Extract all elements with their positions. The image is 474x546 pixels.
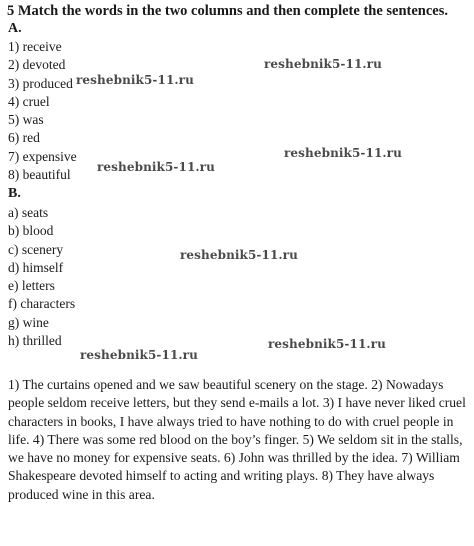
list-item: 2) devoted [8, 57, 66, 73]
list-item: 3) produced [8, 75, 73, 91]
watermark: reshebnik5-11.ru [264, 57, 382, 71]
watermark: reshebnik5-11.ru [268, 337, 386, 351]
watermark: reshebnik5-11.ru [76, 73, 194, 87]
watermark: reshebnik5-11.ru [97, 160, 215, 174]
list-item: d) himself [8, 259, 64, 275]
list-item: c) scenery [8, 241, 64, 257]
list-item: 6) red [8, 130, 40, 146]
list-item: 8) beautiful [8, 167, 71, 183]
list-item: b) blood [8, 223, 54, 239]
section-a-heading: A. [8, 21, 22, 36]
exercise-title: 5 Match the words in the two columns and then complete the sentences. [7, 3, 449, 19]
list-item: a) seats [8, 205, 49, 220]
watermark: reshebnik5-11.ru [180, 248, 298, 262]
list-item: 4) cruel [8, 93, 50, 109]
list-item: 7) expensive [8, 148, 77, 164]
list-item: 5) was [8, 112, 44, 128]
list-item: 1) receive [8, 39, 62, 54]
watermark: reshebnik5-11.ru [284, 146, 402, 160]
section-b-list [8, 204, 75, 350]
section-b-heading: B. [8, 186, 21, 201]
list-item: g) wine [8, 314, 49, 330]
list-item: h) thrilled [8, 333, 62, 349]
list-item: e) letters [8, 278, 55, 294]
answer-paragraph: 1) The curtains opened and we saw beautiful scenery on the stage. 2) Nowadays people seldom receive letters, but they send e-mails a lot. 3) I have never liked cruel characters in books, I have always tried to have nothing to do with cruel people in life. 4) There was some red blood on the boy’s finger. 5) We seldom sit in the stalls, we have no money for expensive seats. 6) John was thrilled by the idea. 7) William Shakespeare devoted himself to acting and writing plays. 8) They have always produced wine in this area. [8, 377, 466, 502]
section-a-list [8, 38, 77, 184]
list-item: f) characters [8, 296, 76, 312]
watermark: reshebnik5-11.ru [80, 348, 198, 362]
